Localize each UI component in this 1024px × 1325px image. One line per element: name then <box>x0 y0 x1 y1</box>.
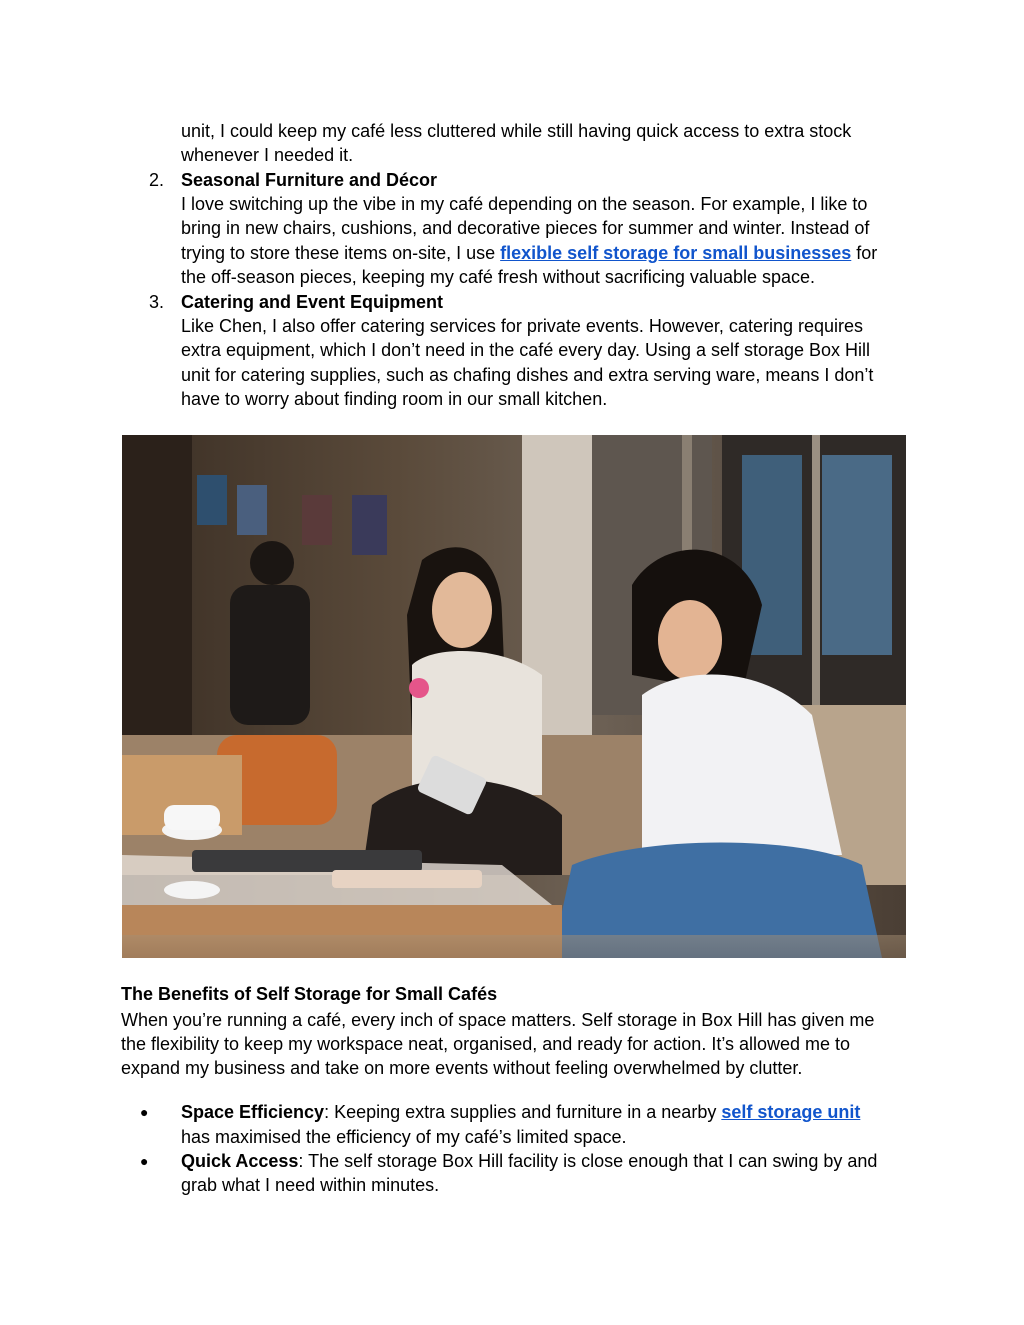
bullet-symbol: ● <box>140 1104 149 1120</box>
bullet-quick-access-line-1: Quick Access: The self storage Box Hill facility is close enough that I can swing by and <box>181 1151 878 1171</box>
list-number-2: 2. <box>149 170 165 190</box>
list-item-2-line-3: trying to store these items on-site, I use flexible self storage for small businesses for <box>181 243 878 263</box>
list-item-3-line-1: Like Chen, I also offer catering services for private events. However, catering requires <box>181 316 863 336</box>
list-item-2-line-4: the off-season pieces, keeping my café fresh without sacrificing valuable space. <box>181 267 816 287</box>
paragraph-line-3: expand my business and take on more events without feeling overwhelmed by clutter. <box>121 1058 803 1078</box>
list-item-3-line-3: unit for catering supplies, such as chafing dishes and extra serving ware, means I don’t <box>181 365 874 385</box>
list-item-3-title: Catering and Event Equipment <box>181 292 444 312</box>
list-item-3-line-4: have to worry about finding room in our small kitchen. <box>181 389 608 409</box>
bullet-space-efficiency-line-1: Space Efficiency: Keeping extra supplies and furniture in a nearby self storage unit <box>181 1102 861 1122</box>
paragraph-line-2: the flexibility to keep my workspace neat, organised, and ready for action. It’s allowed me to <box>121 1034 851 1054</box>
paragraph-line-1: When you’re running a café, every inch of space matters. Self storage in Box Hill has given me <box>121 1010 875 1030</box>
bullet-space-efficiency-line-2: has maximised the efficiency of my café’s limited space. <box>181 1127 627 1147</box>
list-number-3: 3. <box>149 292 165 312</box>
intro-line-2: whenever I needed it. <box>181 145 354 165</box>
self-storage-unit-link[interactable]: self storage unit <box>721 1102 861 1122</box>
section-heading: The Benefits of Self Storage for Small Cafés <box>121 984 498 1004</box>
list-item-2-line-1: I love switching up the vibe in my café depending on the season. For example, I like to <box>181 194 868 214</box>
intro-line-1: unit, I could keep my café less cluttered while still having quick access to extra stock <box>181 121 852 141</box>
bullet-quick-access-line-2: grab what I need within minutes. <box>181 1175 440 1195</box>
list-item-3-line-2: extra equipment, which I don’t need in the café every day. Using a self storage Box Hill <box>181 340 871 360</box>
bullet-symbol: ● <box>140 1153 149 1169</box>
flexible-storage-link[interactable]: flexible self storage for small businesses <box>500 243 852 263</box>
cafe-photo <box>122 435 906 958</box>
list-item-2-title: Seasonal Furniture and Décor <box>181 170 438 190</box>
list-item-2-line-2: bring in new chairs, cushions, and decorative pieces for summer and winter. Instead of <box>181 218 870 238</box>
